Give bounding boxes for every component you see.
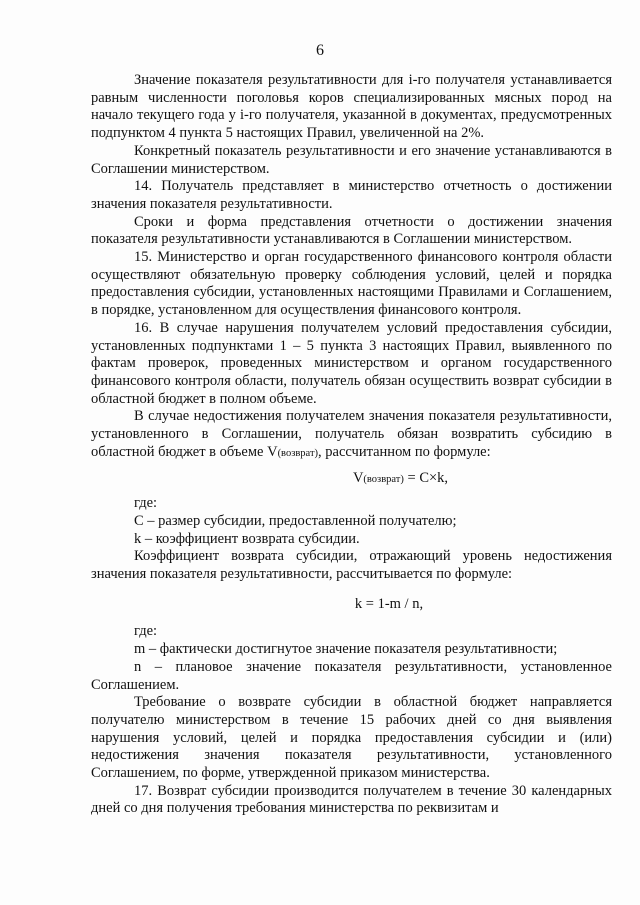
formula-coefficient: k = 1-m / n,: [354, 595, 424, 612]
paragraph-non-achievement-tail: , рассчитанном по формуле:: [318, 443, 491, 460]
where-label-2: где:: [134, 623, 158, 640]
paragraph-non-achievement-text: В случае недостижения получателем значения показателя результативности, установленного в Соглашении, получатель обязан возвратить субсидию в областной бюджет в объеме V: [91, 408, 612, 460]
paragraph-16: 16. В случае нарушения получателем условий предоставления субсидии, установленных подпунктами 1 – 5 пункта 3 настоящих Правил, выявленного по фактам проверок, проведенных министерством и органом государственного финансового контроля области, получатель обязан осуществить возврат субсидии в областной бюджет в полном объеме.: [91, 319, 612, 407]
return-subscript: (возврат): [277, 447, 319, 459]
formula-v-subscript: (возврат): [363, 474, 404, 486]
paragraph-specific-indicator: Конкретный показатель результативности и его значение устанавливаются в Соглашении министерством.: [91, 142, 612, 177]
page-number: 6: [316, 42, 324, 59]
paragraph-14: 14. Получатель представляет в министерство отчетность о достижении значения показателя результативности.: [91, 178, 612, 212]
paragraph-return-demand: Требование о возврате субсидии в областной бюджет направляется получателю министерством в течение 15 рабочих дней со дня выявления нарушения условий, целей и порядка предоставления субсидии и (или) недостижения значения показателя результативности, установленного Соглашением, по форме, утвержденной приказом министерства.: [91, 694, 612, 782]
paragraph-coefficient: Коэффициент возврата субсидии, отражающий уровень недостижения значения показателя результативности, рассчитывается по формуле:: [91, 548, 612, 582]
document-body: [91, 72, 612, 818]
definition-m: m – фактически достигнутое значение показателя результативности;: [134, 641, 558, 658]
formula-return-volume: [91, 470, 612, 489]
where-label-1: где:: [134, 495, 158, 512]
paragraph-result-value: Значение показателя результативности для i-го получателя устанавливается равным численности поголовья коров специализированных мясных пород на начало текущего года у i-го получателя, указанной в документах, предусмотренных подпунктом 4 пункта 5 настоящих Правил, увеличенной на 2%.: [91, 72, 612, 142]
paragraph-non-achievement: [91, 408, 612, 462]
formula-v: V: [352, 470, 364, 487]
definition-c: C – размер субсидии, предоставленной получателю;: [134, 512, 457, 529]
definition-k: k – коэффициент возврата субсидии.: [134, 530, 360, 547]
formula-rest: = C×k,: [403, 470, 449, 487]
definition-n: n – плановое значение показателя результативности, установленное Соглашением.: [91, 658, 612, 693]
paragraph-15: 15. Министерство и орган государственного финансового контроля области осуществляют обязательную проверку соблюдения условий, целей и порядка предоставления субсидии, установленных настоящими Правилами и Соглашением, в порядке, установленном для осуществления финансового контроля.: [91, 249, 612, 319]
paragraph-report-terms: Сроки и форма представления отчетности о достижении значения показателя результативности устанавливаются в Соглашении министерством.: [91, 213, 612, 248]
paragraph-17: 17. Возврат субсидии производится получателем в течение 30 календарных дней со дня получения требования министерства по реквизитам и: [91, 782, 612, 817]
